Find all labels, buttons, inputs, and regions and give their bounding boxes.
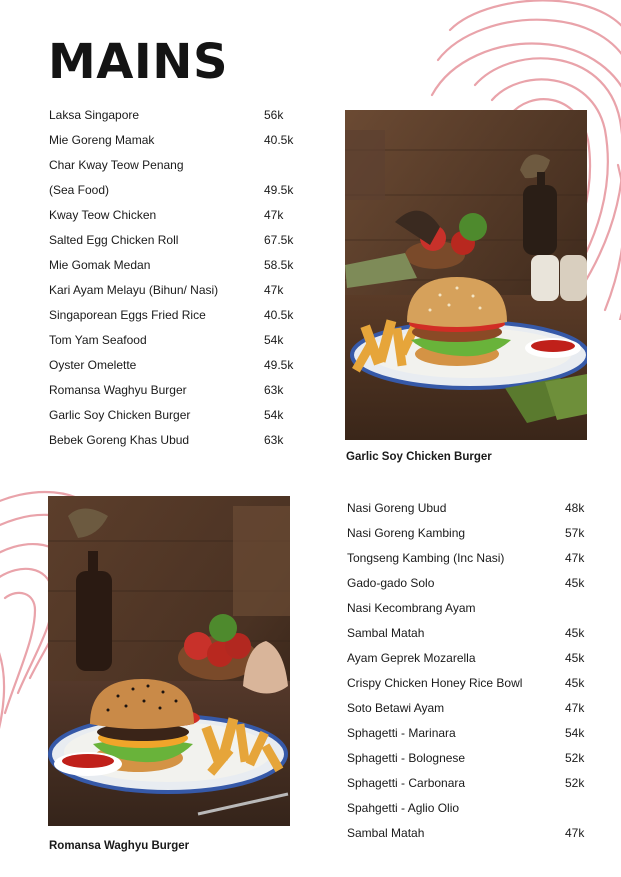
- menu-item-price: 49.5k: [264, 183, 294, 197]
- menu-item-price: 40.5k: [264, 308, 294, 322]
- menu-item-name: Char Kway Teow Penang: [49, 158, 184, 172]
- menu-item-name: Garlic Soy Chicken Burger: [49, 408, 191, 422]
- menu-item-name: Tom Yam Seafood: [49, 333, 147, 347]
- menu-item-price: 57k: [565, 526, 585, 540]
- menu-item-name: Nasi Goreng Ubud: [347, 501, 447, 515]
- menu-item-price: 54k: [565, 726, 585, 740]
- menu-item-name: Sphagetti - Carbonara: [347, 776, 466, 790]
- burger-photo-icon: [345, 110, 587, 440]
- menu-item-name: Kway Teow Chicken: [49, 208, 157, 222]
- menu-item-name: Tongseng Kambing (Inc Nasi): [347, 551, 505, 565]
- menu-item-name: Ayam Geprek Mozarella: [347, 651, 476, 665]
- menu-item-price: 54k: [264, 408, 284, 422]
- menu-item-price: 47k: [565, 826, 585, 840]
- menu-item-name: Nasi Kecombrang Ayam: [347, 601, 476, 615]
- menu-item-name: Sambal Matah: [347, 826, 425, 840]
- menu-item-name: Laksa Singapore: [49, 108, 140, 122]
- photo-caption: Romansa Waghyu Burger: [49, 840, 190, 852]
- menu-item-price: 56k: [264, 108, 284, 122]
- menu-item-price: 45k: [565, 626, 585, 640]
- menu-list-left: [49, 108, 309, 453]
- menu-item-name: (Sea Food): [49, 183, 110, 197]
- menu-item-price: 45k: [565, 676, 585, 690]
- page-title: MAINS: [48, 34, 229, 90]
- menu-item-price: 40.5k: [264, 133, 294, 147]
- menu-item-name: Bebek Goreng Khas Ubud: [49, 433, 190, 447]
- menu-item-name: Sambal Matah: [347, 626, 425, 640]
- menu-item-price: 63k: [264, 433, 284, 447]
- menu-item-name: Nasi Goreng Kambing: [347, 526, 466, 540]
- menu-item-name: Kari Ayam Melayu (Bihun/ Nasi): [49, 283, 219, 297]
- menu-item-price: 47k: [565, 701, 585, 715]
- menu-item-name: Mie Goreng Mamak: [49, 133, 155, 147]
- menu-item-price: 58.5k: [264, 258, 294, 272]
- menu-item-name: Sphagetti - Marinara: [347, 726, 456, 740]
- menu-item-name: Crispy Chicken Honey Rice Bowl: [347, 676, 523, 690]
- menu-item-price: 45k: [565, 576, 585, 590]
- photo-caption: Garlic Soy Chicken Burger: [346, 451, 492, 463]
- menu-item-name: Soto Betawi Ayam: [347, 701, 445, 715]
- menu-item-price: 45k: [565, 651, 585, 665]
- menu-item-name: Oyster Omelette: [49, 358, 137, 372]
- menu-list-right: [347, 501, 592, 846]
- menu-item-price: 48k: [565, 501, 585, 515]
- menu-item-price: 47k: [264, 208, 284, 222]
- menu-item-price: 63k: [264, 383, 284, 397]
- menu-item-name: Spahgetti - Aglio Olio: [347, 801, 460, 815]
- menu-item-price: 49.5k: [264, 358, 294, 372]
- menu-item-price: 67.5k: [264, 233, 294, 247]
- menu-item-price: 47k: [264, 283, 284, 297]
- menu-item-price: 52k: [565, 751, 585, 765]
- menu-item-name: Singaporean Eggs Fried Rice: [49, 308, 206, 322]
- menu-item-price: 52k: [565, 776, 585, 790]
- menu-item-name: Sphagetti - Bolognese: [347, 751, 466, 765]
- burger-photo-icon: [48, 496, 290, 826]
- menu-item-price: 47k: [565, 551, 585, 565]
- menu-item-name: Romansa Waghyu Burger: [49, 383, 187, 397]
- burger-photo: [345, 110, 587, 440]
- menu-item-price: 54k: [264, 333, 284, 347]
- menu-item-name: Mie Gomak Medan: [49, 258, 151, 272]
- menu-item-name: Salted Egg Chicken Roll: [49, 233, 179, 247]
- burger-photo: [48, 496, 290, 826]
- menu-item-name: Gado-gado Solo: [347, 576, 435, 590]
